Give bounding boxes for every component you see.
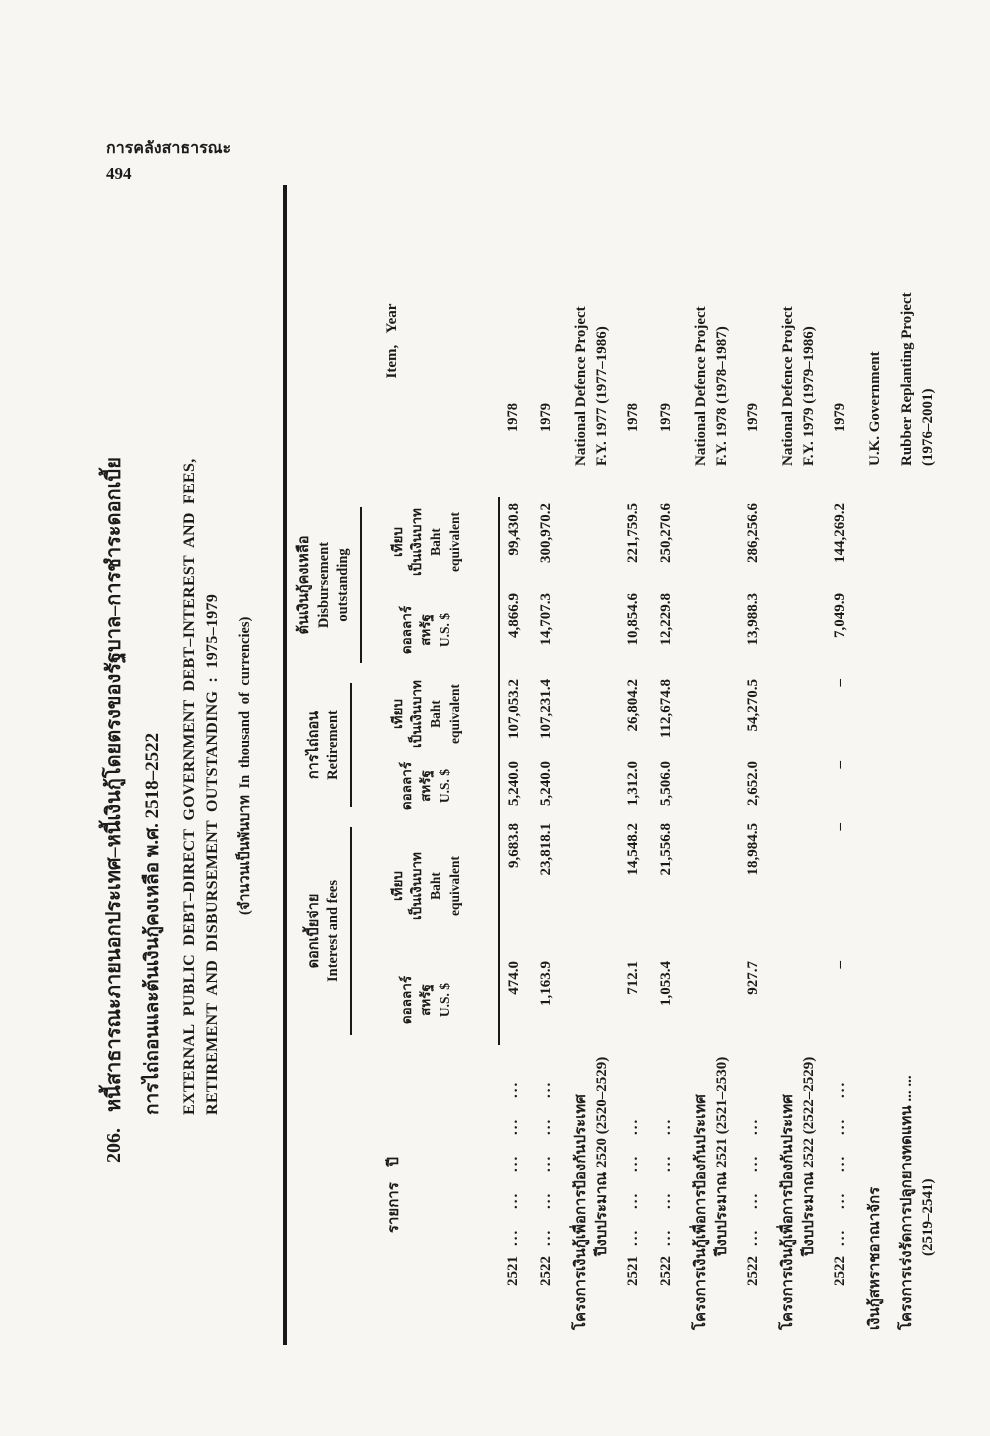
section-thai-line: โครงการเงินกู้เพื่อการป้องกันประเทศ: [572, 1094, 589, 1330]
value-cell: 54,270.5: [744, 679, 761, 732]
group-retirement-thai: การไถ่ถอน: [305, 710, 322, 780]
chapter-label: การคลังสาธารณะ: [106, 140, 232, 157]
value-cell: 5,240.0: [505, 761, 522, 806]
thai-year: 2522: [744, 1256, 761, 1286]
row-english-year-cell: [619, 185, 652, 497]
value-cell: 250,270.6: [657, 503, 674, 563]
section-thai-line: ปีงบประมาณ 2521 (2521–2530): [714, 1056, 731, 1256]
empty-cell: [772, 673, 826, 755]
value-cell: 13,988.3: [744, 593, 761, 646]
title-english-line1: EXTERNAL PUBLIC DEBT–DIRECT GOVERNMENT DEBT–INTEREST AND FEES,: [181, 458, 198, 1115]
empty-cell: [685, 817, 739, 955]
section-thai-cell: [565, 1045, 619, 1345]
row-english-year-cell: [532, 185, 565, 497]
table-row: [652, 185, 685, 1345]
section-thai-line: โครงการเร่งรัดการปลูกยางทดแทน ... ...: [898, 1075, 915, 1330]
value-cell: 14,707.3: [537, 593, 554, 646]
row-thai-year-cell: [739, 1045, 772, 1345]
empty-cell: [565, 817, 619, 955]
thai-year: 2522: [657, 1256, 674, 1286]
value-cell: –: [831, 823, 848, 831]
table-row: [859, 185, 891, 1345]
table-row: [772, 185, 826, 1345]
table-row: [532, 185, 565, 1345]
section-thai-line: ปีงบประมาณ 2520 (2520–2529): [594, 1056, 611, 1256]
empty-cell: [891, 955, 945, 1045]
value-cell: 14,548.2: [624, 823, 641, 876]
dot-leaders: ... ... ... ... ...: [537, 1080, 554, 1246]
table-number: 206.: [103, 1128, 125, 1163]
section-english-line: F.Y. 1978 (1978–1987): [714, 326, 731, 466]
section-thai-cell: [891, 1045, 945, 1345]
value-cell: 112,674.8: [657, 679, 674, 739]
table-row: [739, 185, 772, 1345]
value-cell: 144,269.2: [831, 503, 848, 563]
dot-leaders: ... ... ... ... ...: [504, 1080, 521, 1246]
group-outstanding-thai: ต้นเงินกู้คงเหลือ: [296, 535, 312, 635]
empty-cell: [685, 587, 739, 673]
empty-cell: [891, 755, 945, 817]
dot-leaders: ... ... ... ...: [657, 1117, 674, 1246]
page-number: 494: [106, 164, 132, 183]
value-cell: 1,312.0: [624, 761, 641, 806]
value-cell: –: [831, 761, 848, 769]
section-english-cell: [891, 185, 945, 497]
thai-year: 2522: [537, 1256, 554, 1286]
table-row: [826, 185, 859, 1345]
title-english-line2: RETIREMENT AND DISBURSEMENT OUTSTANDING : 1975–1979: [204, 593, 221, 1115]
section-english-cell: [772, 185, 826, 497]
table-row: [499, 185, 532, 1345]
value-cell: 221,759.5: [624, 503, 641, 563]
empty-cell: [859, 673, 891, 755]
section-thai-line: ปีงบประมาณ 2522 (2522–2529): [801, 1056, 818, 1256]
empty-cell: [859, 955, 891, 1045]
english-year: 1979: [657, 403, 674, 432]
value-cell: 5,240.0: [537, 761, 554, 806]
row-thai-year-cell: [826, 1045, 859, 1345]
subheader-outstanding-baht: เทียบ เป็นเงินบาท Baht equivalent: [362, 497, 499, 587]
subheader-outstanding-usd: ดอลลาร์ สหรัฐ U.S. $: [362, 587, 499, 673]
empty-cell: [772, 755, 826, 817]
empty-cell: [685, 755, 739, 817]
subheader-interest-usd: ดอลลาร์ สหรัฐ U.S. $: [362, 955, 499, 1045]
empty-cell: [565, 497, 619, 587]
title-unit-note: (จำนวนเป็นพันบาท In thousand of currencies): [237, 616, 253, 915]
empty-cell: [772, 497, 826, 587]
empty-cell: [565, 955, 619, 1045]
section-thai-cell: [685, 1045, 739, 1345]
empty-cell: [859, 497, 891, 587]
empty-cell: [891, 673, 945, 755]
english-year: 1979: [537, 403, 554, 432]
value-cell: 5,506.0: [657, 761, 674, 806]
value-cell: 18,984.5: [744, 823, 761, 876]
value-cell: 9,683.8: [505, 823, 522, 868]
value-cell: 12,229.8: [657, 593, 674, 646]
value-cell: 1,053.4: [657, 961, 674, 1006]
section-thai-line: โครงการเงินกู้เพื่อการป้องกันประเทศ: [779, 1094, 796, 1330]
section-thai-line: (2519–2541): [920, 1178, 937, 1256]
group-header-interest: [285, 817, 362, 1045]
english-year: 1978: [624, 403, 641, 432]
group-retirement-english: Retirement: [325, 710, 342, 780]
english-year: 1979: [831, 403, 848, 432]
value-cell: 286,256.6: [744, 503, 761, 563]
empty-cell: [859, 587, 891, 673]
subheader-retirement-usd: ดอลลาร์ สหรัฐ U.S. $: [362, 755, 499, 817]
empty-cell: [685, 673, 739, 755]
title-thai-line1: [97, 457, 129, 1163]
value-cell: 107,053.2: [505, 679, 522, 739]
subheader-interest-baht: เทียบ เป็นเงินบาท Baht equivalent: [362, 817, 499, 955]
value-cell: 23,818.1: [537, 823, 554, 876]
section-thai-line: เงินกู้สหราชอาณาจักร: [866, 1186, 883, 1330]
section-thai-cell: [772, 1045, 826, 1345]
value-cell: 300,970.2: [537, 503, 554, 563]
row-english-year-cell: [826, 185, 859, 497]
empty-cell: [565, 587, 619, 673]
section-english-line: National Defence Project: [692, 306, 709, 466]
row-thai-year-cell: [619, 1045, 652, 1345]
section-english-line: Rubber Replanting Project: [898, 292, 915, 466]
value-cell: 10,854.6: [624, 593, 641, 646]
table-body: [499, 185, 945, 1345]
value-cell: 2,652.0: [744, 761, 761, 806]
table-row: [619, 185, 652, 1345]
value-cell: 26,804.2: [624, 679, 641, 732]
dot-leaders: ... ... ... ... ...: [831, 1080, 848, 1246]
rotated-table-block: [95, 185, 965, 1345]
group-header-outstanding: [285, 497, 362, 673]
empty-cell: [859, 755, 891, 817]
value-cell: 7,049.9: [831, 593, 848, 638]
empty-cell: [891, 497, 945, 587]
empty-cell: [772, 587, 826, 673]
section-english-line: F.Y. 1979 (1979–1986): [801, 326, 818, 466]
group-header-retirement: [285, 673, 362, 817]
row-thai-year-cell: [652, 1045, 685, 1345]
empty-cell: [772, 955, 826, 1045]
empty-cell: [772, 817, 826, 955]
thai-year: 2521: [624, 1256, 641, 1286]
row-english-year-cell: [652, 185, 685, 497]
subheader-retirement-baht: เทียบ เป็นเงินบาท Baht equivalent: [362, 673, 499, 755]
section-thai-cell: [859, 1045, 891, 1345]
english-year: 1979: [744, 403, 761, 432]
value-cell: 21,556.8: [657, 823, 674, 876]
dot-leaders: ... ... ... ...: [624, 1117, 641, 1246]
empty-cell: [565, 755, 619, 817]
value-cell: –: [831, 961, 848, 969]
empty-cell: [859, 817, 891, 955]
section-english-cell: [685, 185, 739, 497]
empty-cell: [891, 587, 945, 673]
group-interest-thai: ดอกเบี้ยจ่าย: [305, 893, 322, 969]
empty-cell: [565, 673, 619, 755]
table-row: [685, 185, 739, 1345]
empty-cell: [891, 817, 945, 955]
row-english-year-cell: [739, 185, 772, 497]
value-cell: –: [831, 679, 848, 687]
section-thai-line: โครงการเงินกู้เพื่อการป้องกันประเทศ: [692, 1094, 709, 1330]
group-outstanding-english: Disbursement outstanding: [315, 541, 352, 629]
english-year: 1978: [504, 403, 521, 432]
table-row: [891, 185, 945, 1345]
title-thai-line2: การไถ่ถอนและต้นเงินกู้คงเหลือ พ.ศ. 2518–2522: [142, 732, 163, 1115]
value-cell: 474.0: [505, 961, 522, 995]
dot-leaders: ... ... ... ...: [744, 1117, 761, 1246]
section-english-cell: [565, 185, 619, 497]
value-cell: 927.7: [744, 961, 761, 995]
value-cell: 1,163.9: [537, 961, 554, 1006]
table-header: [285, 185, 499, 1345]
value-cell: 107,231.4: [537, 679, 554, 739]
stub-header-english: Item, Year: [384, 303, 401, 379]
table-row: [565, 185, 619, 1345]
value-cell: 4,866.9: [505, 593, 522, 638]
section-english-line: (1976–2001): [920, 388, 937, 466]
group-interest-english: Interest and fees: [325, 879, 342, 983]
empty-cell: [685, 955, 739, 1045]
table-title-block: [95, 185, 283, 1345]
section-english-line: U.K. Government: [866, 351, 883, 466]
empty-cell: [685, 497, 739, 587]
row-thai-year-cell: [532, 1045, 565, 1345]
row-thai-year-cell: [499, 1045, 532, 1345]
thai-year: 2521: [504, 1256, 521, 1286]
section-english-cell: [859, 185, 891, 497]
section-english-line: F.Y. 1977 (1977–1986): [594, 326, 611, 466]
section-english-line: National Defence Project: [779, 306, 796, 466]
thai-year: 2522: [831, 1256, 848, 1286]
page-corner-header: [106, 136, 231, 184]
value-cell: 99,430.8: [505, 503, 522, 556]
stub-header-thai: รายการ ปี: [385, 1156, 402, 1234]
section-english-line: National Defence Project: [572, 306, 589, 466]
statistics-table: [283, 185, 945, 1345]
row-english-year-cell: [499, 185, 532, 497]
value-cell: 712.1: [624, 961, 641, 995]
title-thai-line1-text: หนี้สาธารณะภายนอกประเทศ–หนี้เงินกู้โดยตรงของรัฐบาล–การชำระดอกเบี้ย: [103, 457, 125, 1112]
